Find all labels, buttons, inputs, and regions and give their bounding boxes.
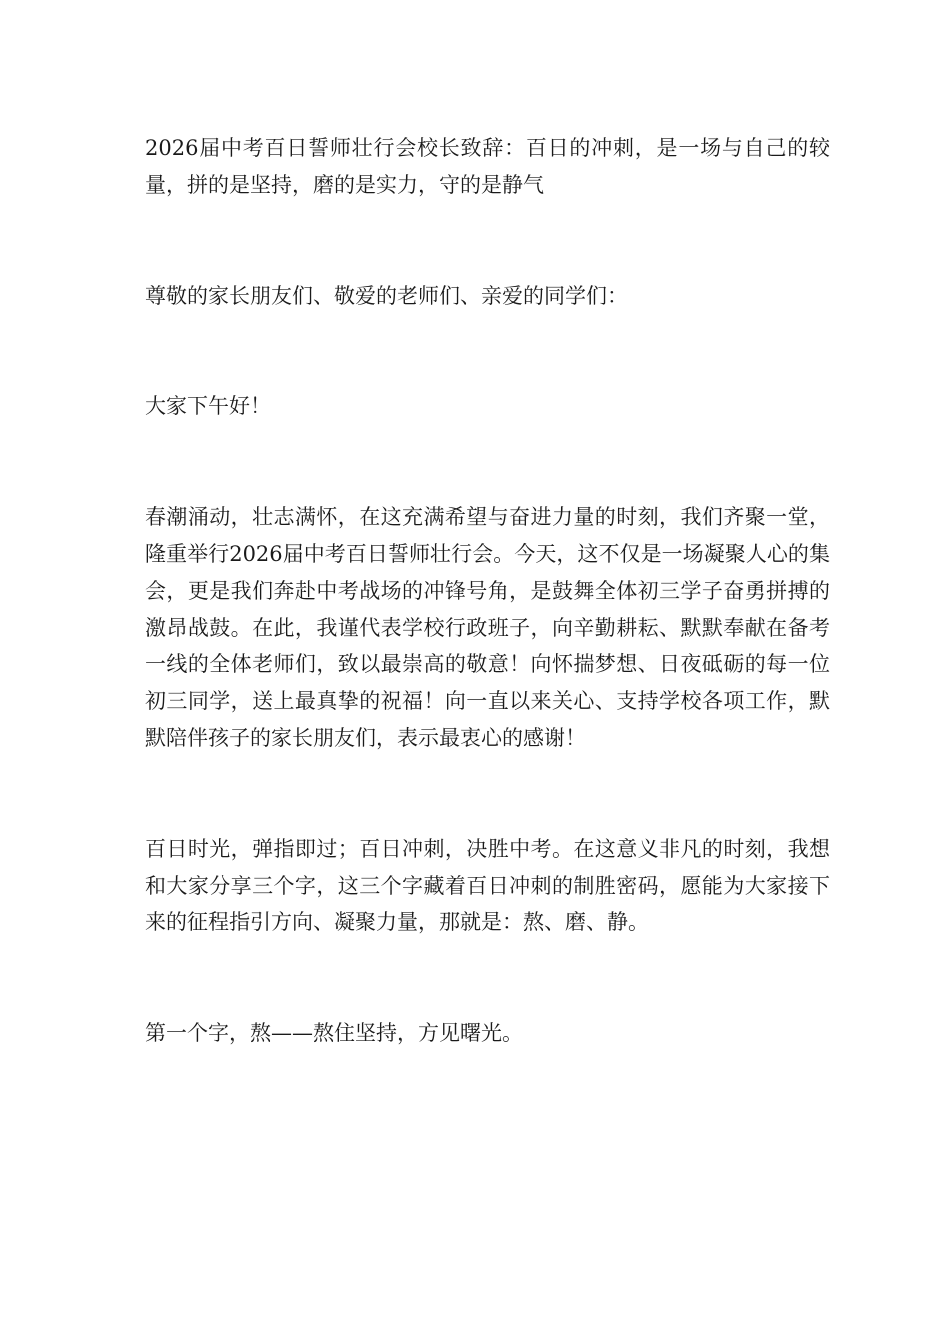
salutation: 大家下午好！	[145, 394, 271, 419]
paragraph-spacer	[145, 314, 830, 388]
paragraph-opening: 春潮涌动，壮志满怀，在这充满希望与奋进力量的时刻，我们齐聚一堂，隆重举行2026届中考百日誓师壮行会。今天，这不仅是一场凝聚人心的集会，更是我们奔赴中考战场的冲锋号角，是鼓舞全体初三学子奋勇拼搏的激昂战鼓。在此，我谨代表学校行政班子，向辛勤耕耘、默默奉献在备考一线的全体老师们，致以最崇高的敬意！向怀揣梦想、日夜砥砺的每一位初三同学，送上最真挚的祝福！向一直以来关心、支持学校各项工作，默默陪伴孩子的家长朋友们，表示最衷心的感谢！	[145, 505, 830, 750]
paragraph-first-word: 第一个字，熬——熬住坚持，方见曙光。	[145, 1021, 523, 1046]
document-body	[145, 130, 830, 1052]
paragraph-spacer	[145, 757, 830, 831]
greeting: 尊敬的家长朋友们、敬爱的老师们、亲爱的同学们：	[145, 283, 628, 308]
paragraph-three-words: 百日时光，弹指即过；百日冲刺，决胜中考。在这意义非凡的时刻，我想和大家分享三个字，这三个字藏着百日冲刺的制胜密码，愿能为大家接下来的征程指引方向、凝聚力量，那就是：熬、磨、静。	[145, 836, 830, 935]
paragraph-spacer	[145, 425, 830, 499]
paragraph-spacer	[145, 204, 830, 278]
document-title: 2026届中考百日誓师壮行会校长致辞：百日的冲刺，是一场与自己的较量，拼的是坚持，磨的是实力，守的是静气	[145, 136, 830, 197]
paragraph-spacer	[145, 941, 830, 1015]
